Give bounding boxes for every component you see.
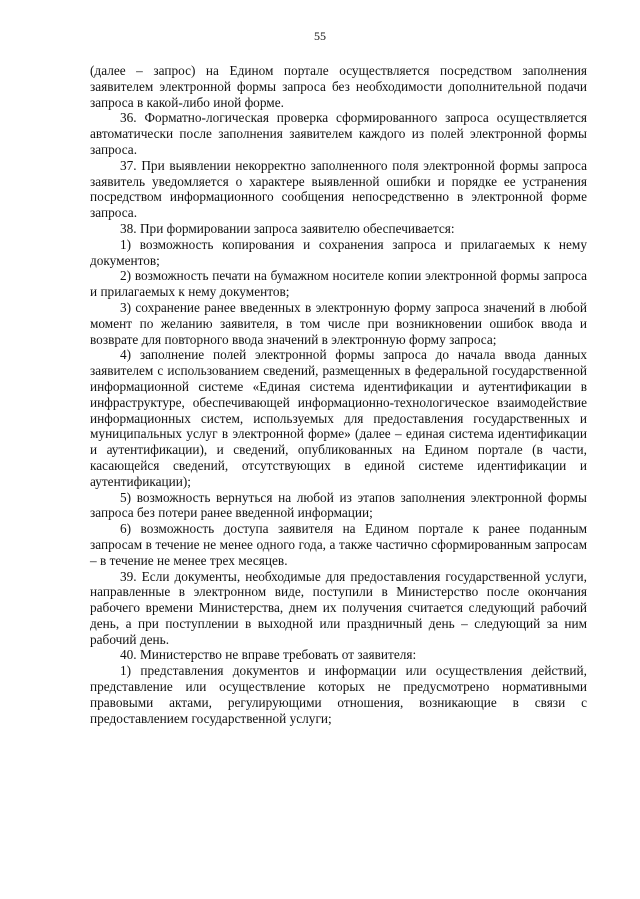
paragraph-40-item-1: 1) представления документов и информации или осуществления действий, представление или осуществление которых не предусмотрено нормативными правовыми актами, регулирующими отношения, возникающие в связи с предоставлением государственной услуги; <box>90 663 587 726</box>
paragraph-40: 40. Министерство не вправе требовать от заявителя: <box>120 647 417 663</box>
paragraph-38-item-2: 2) возможность печати на бумажном носителе копии электронной формы запроса и прилагаемых к нему документов; <box>90 268 587 300</box>
document-body <box>90 63 587 726</box>
paragraph-39: 39. Если документы, необходимые для предоставления государственной услуги, направленные в электронном виде, поступили в Министерство после окончания рабочего времени Министерства, днем их получения считается следующий рабочий день, а при поступлении в выходной или праздничный день – следующий за ним рабочий день. <box>90 568 587 647</box>
paragraph-38: 38. При формировании запроса заявителю обеспечивается: <box>120 220 455 236</box>
paragraph-38-item-4: 4) заполнение полей электронной формы запроса до начала ввода данных заявителем с использованием сведений, размещенных в федеральной государственной информационной системе «Единая система идентификации и аутентификации в инфраструктуре, обеспечивающей информационно-технологическое взаимодействие информационных систем, используемых для предоставления государственных и муниципальных услуг в электронной форме» (далее – единая система идентификации и аутентификации), и сведений, опубликованных на Едином портале (в части, касающейся сведений, отсутствующих в единой системе идентификации и аутентификации); <box>90 347 587 489</box>
paragraph-continuation: (далее – запрос) на Едином портале осуществляется посредством заполнения заявителем электронной формы запроса без необходимости дополнительной подачи запроса в какой-либо иной форме. <box>90 63 587 110</box>
paragraph-38-item-6: 6) возможность доступа заявителя на Едином портале к ранее поданным запросам в течение не менее одного года, а также частично сформированным запросам – в течение не менее трех месяцев. <box>90 521 587 568</box>
paragraph-37: 37. При выявлении некорректно заполненного поля электронной формы запроса заявитель уведомляется о характере выявленной ошибки и порядке ее устранения посредством информационного сообщения непосредственно в электронной форме запроса. <box>90 157 587 221</box>
paragraph-38-item-3: 3) сохранение ранее введенных в электронную форму запроса значений в любой момент по желанию заявителя, в том числе при возникновении ошибок ввода и возврате для повторного ввода значений в электронную форму запроса; <box>90 299 587 347</box>
paragraph-38-item-5: 5) возможность вернуться на любой из этапов заполнения электронной формы запроса без потери ранее введенной информации; <box>90 489 587 521</box>
paragraph-36: 36. Форматно-логическая проверка сформированного запроса осуществляется автоматически после заполнения заявителем каждого из полей электронной формы запроса. <box>90 110 587 157</box>
paragraph-38-item-1: 1) возможность копирования и сохранения запроса и прилагаемых к нему документов; <box>90 236 587 268</box>
page-number: 55 <box>314 29 326 43</box>
